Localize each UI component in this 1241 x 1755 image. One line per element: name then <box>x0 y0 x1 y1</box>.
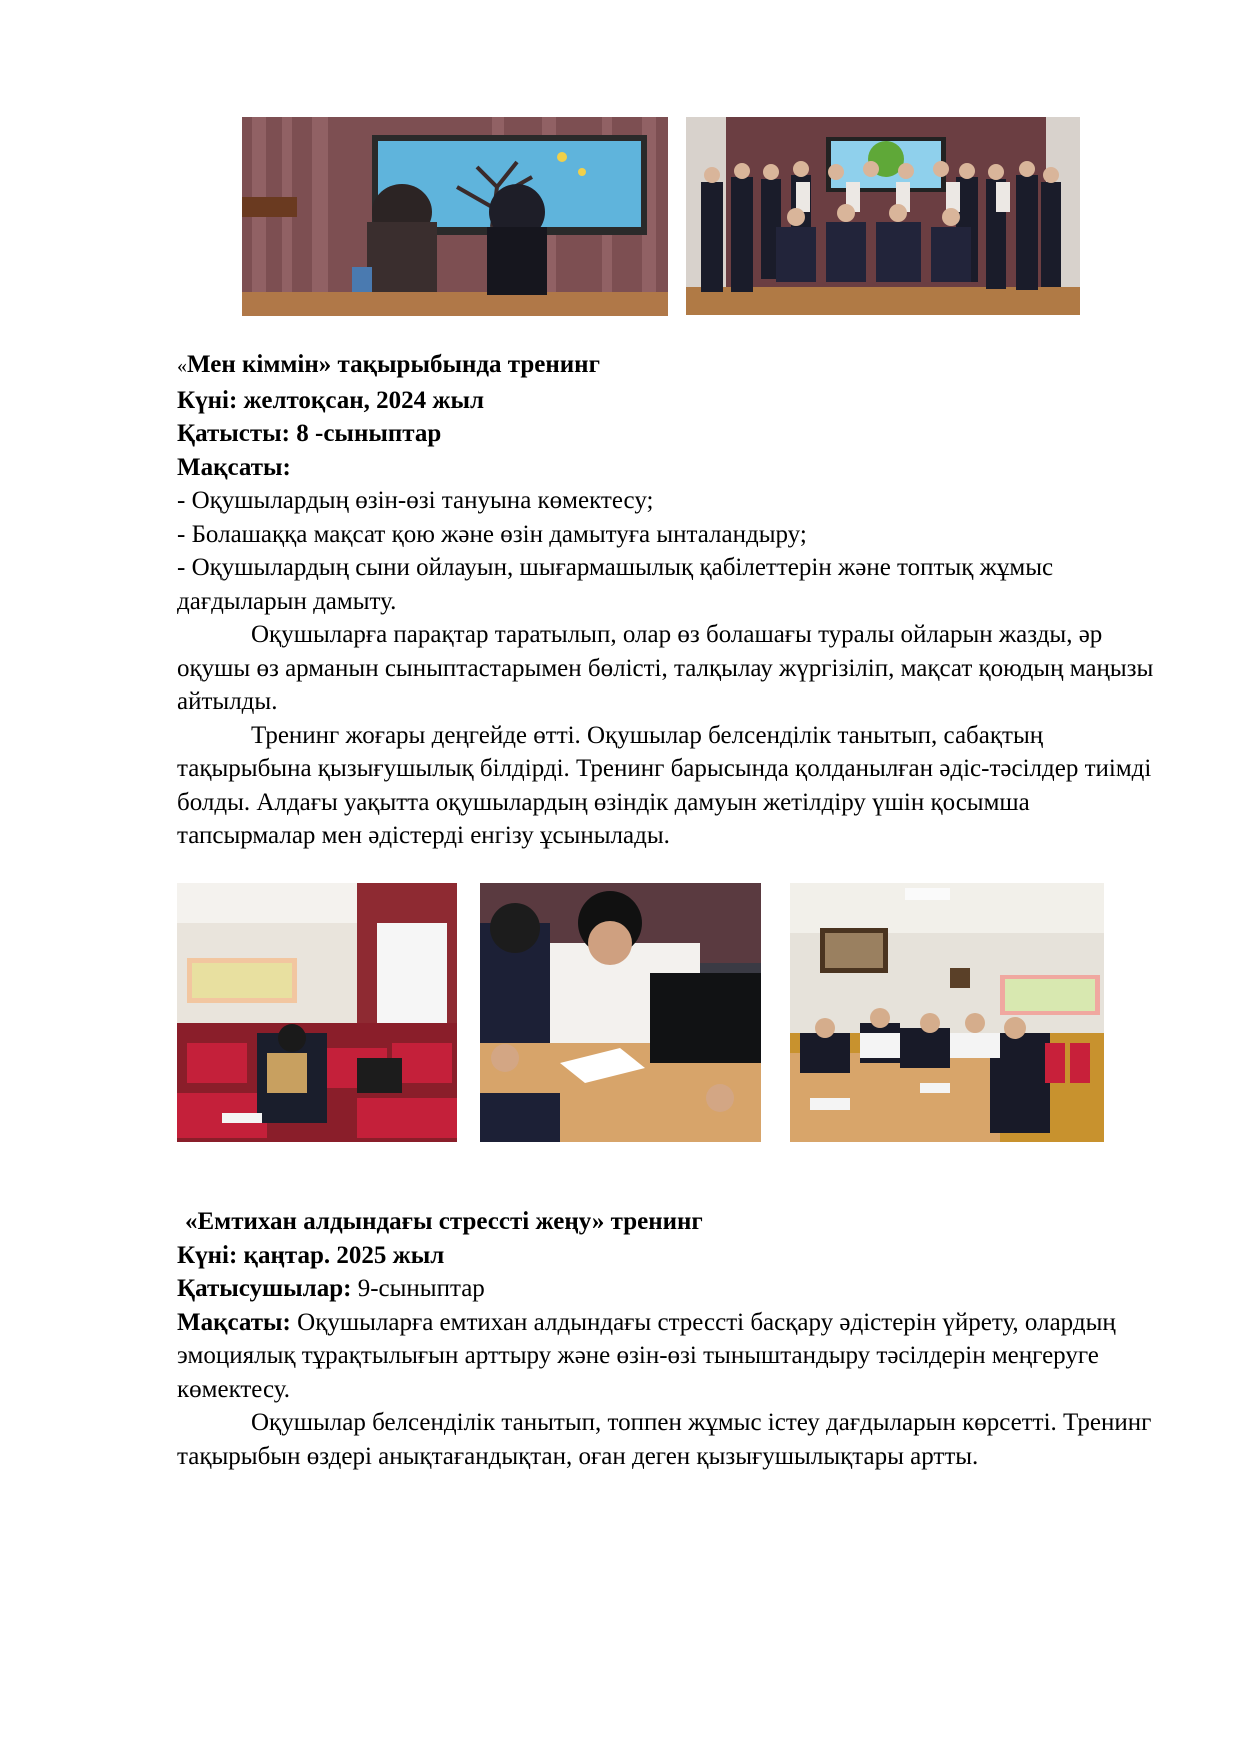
section1-title: «Мен кіммін» тақырыбында тренинг <box>177 351 600 378</box>
section2-paragraph: Оқушылар белсенділік танытып, топпен жұмыс істеу дағдыларын көрсетті. Тренинг тақырыбын өздері анықтағандықтан, оған деген қызығушылықтары артты. <box>177 1409 1152 1470</box>
section2-goals: Мақсаты: Оқушыларға емтихан алдындағы стрессті басқару әдістерін үйрету, олардың эмоциялық тұрақтылығын арттыру және өзін-өзі тыныштандыру тәсілдерін меңгеруге көмектесу. <box>177 1308 1116 1403</box>
section1-goals-label: Мақсаты: <box>177 453 291 481</box>
section1-paragraph: Оқушыларға парақтар таратылып, олар өз болашағы туралы ойларын жазды, әр оқушы өз арманын сыныптастарымен бөлісті, талқылау жүргізіліп, мақсат қоюдың маңызы айтылды. <box>177 621 1154 715</box>
section1-date: Күні: желтоқсан, 2024 жыл <box>177 386 485 414</box>
photo-students-at-tables <box>790 883 1104 1142</box>
section1-goal-item: - Болашаққа мақсат қою және өзін дамытуға ынталандыру; <box>177 520 807 548</box>
section2-participants: Қатысушылар: 9-сыныптар <box>177 1275 485 1302</box>
photo-students-at-board <box>242 117 668 316</box>
section2-title: «Емтихан алдындағы стрессті жеңу» тренинг <box>185 1208 703 1235</box>
photo-auditorium <box>177 883 457 1142</box>
section1-goal-item: - Оқушылардың сыни ойлауын, шығармашылық қабілеттерін және топтық жұмыс дағдыларын дамыту. <box>177 554 1054 615</box>
photo-student-writing <box>480 883 761 1142</box>
section1-paragraph: Тренинг жоғары деңгейде өтті. Оқушылар белсенділік танытып, сабақтың тақырыбына қызығушылық білдірді. Тренинг барысында қолданылған әдіс-тәсілдер тиімді болды. Алдағы уақытта оқушылардың өзіндік дамуын жетілдіру үшін қосымша тапсырмалар мен әдістерді енгізу ұсынылады. <box>177 721 1152 849</box>
section2-date: Күні: қаңтар. 2025 жыл <box>177 1241 445 1269</box>
section-emtikhan-stress <box>177 1205 1157 1473</box>
photo-group <box>686 117 1080 315</box>
section1-participants: Қатысты: 8 -сыныптар <box>177 420 442 447</box>
section1-goal-item: - Оқушылардың өзін-өзі тануына көмектесу; <box>177 487 654 514</box>
section-men-kimmin <box>177 348 1157 853</box>
